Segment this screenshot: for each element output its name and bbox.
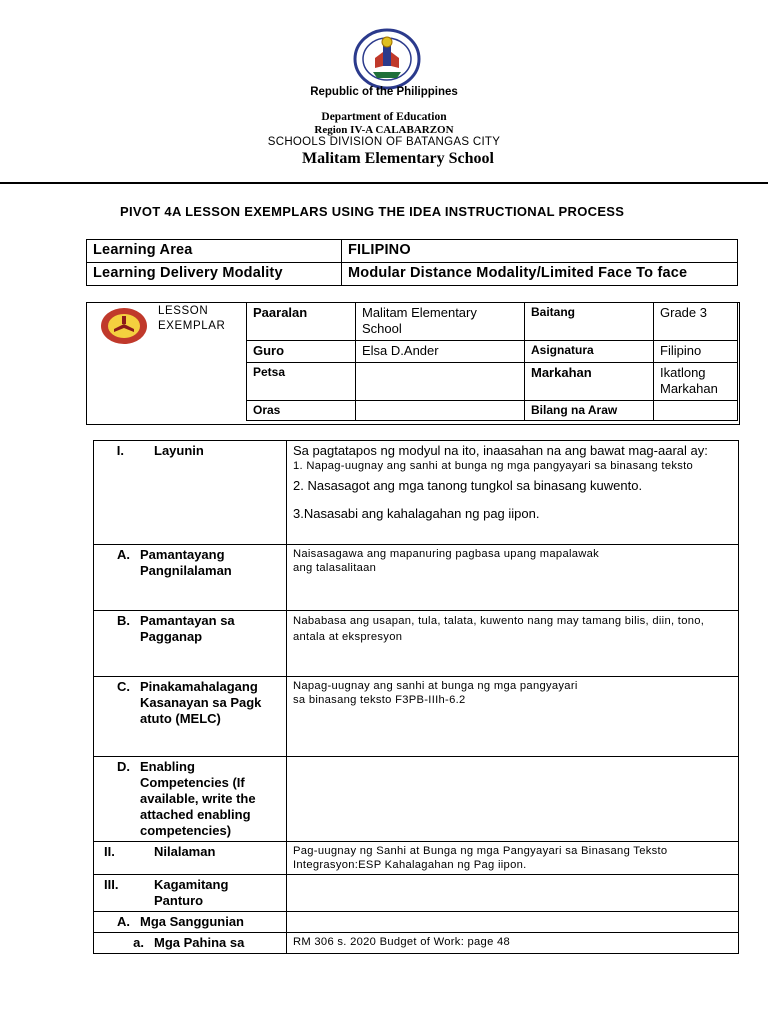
pamantayang-pangnilalaman-value-cell bbox=[287, 545, 739, 611]
markahan-value: Ikatlong Markahan bbox=[654, 363, 738, 401]
d-number: D. bbox=[117, 759, 130, 774]
republic-text: Republic of the Philippines bbox=[310, 86, 458, 98]
mga-sanggunian-cell bbox=[94, 912, 287, 933]
mga-pahina-cell bbox=[94, 933, 287, 954]
markahan-label: Markahan bbox=[525, 363, 654, 401]
nilalaman-value-cell bbox=[287, 842, 739, 875]
kagamitang-panturo-value bbox=[287, 875, 739, 912]
learning-area-label: Learning Area bbox=[87, 240, 342, 263]
pamantayan-sa-pagganap-cell bbox=[94, 611, 287, 677]
nilalaman-value-1: Pag-uugnay ng Sanhi at Bunga ng mga Pangyayari sa Binasang Tekstо bbox=[293, 845, 668, 857]
paaralan-label: Paaralan bbox=[247, 303, 356, 341]
layunin-item-2: 2. Nasasagot ang mga tanong tungkol sa binasang kuwento. bbox=[293, 478, 643, 493]
enabling-competencies-label: Enabling Competencies (If available, write the attached enabling competencies) bbox=[140, 759, 256, 838]
guro-value: Elsa D.Ander bbox=[356, 341, 525, 363]
paaralan-value: Malitam Elementary School bbox=[356, 303, 525, 341]
pamantayang-pangnilalaman-label: Pamantayang Pangnilalaman bbox=[140, 547, 232, 578]
oras-value bbox=[356, 401, 525, 421]
asignatura-label: Asignatura bbox=[525, 341, 654, 363]
sanggunian-number: A. bbox=[117, 914, 130, 929]
pamantayan-sa-pagganap-value-cell bbox=[287, 611, 739, 677]
mga-pahina-value-cell bbox=[287, 933, 739, 954]
kagamitang-panturo-cell bbox=[94, 875, 287, 912]
pamantayang-pangnilalaman-value-2: ang talasalitaan bbox=[293, 562, 377, 574]
kagamitang-panturo-label: Kagamitang Panturo bbox=[154, 877, 229, 908]
guro-label: Guro bbox=[247, 341, 356, 363]
bilang-na-araw-label: Bilang na Araw bbox=[525, 401, 654, 421]
document-title: PIVOT 4A LESSON EXEMPLARS USING THE IDEA INSTRUCTIONAL PROCESS bbox=[120, 204, 625, 219]
lesson-exemplar-label: LESSON EXEMPLAR bbox=[158, 305, 226, 332]
lesson-info-table bbox=[246, 302, 738, 421]
mga-sanggunian-value bbox=[287, 912, 739, 933]
bilang-na-araw-value bbox=[654, 401, 738, 421]
department-text: Department of Education bbox=[321, 111, 447, 123]
melc-value-1: Napag-uugnay ang sanhi at bunga ng mga pangyayari bbox=[293, 680, 578, 692]
nilalaman-label: Nilalaman bbox=[154, 844, 216, 859]
mga-pahina-label: Mga Pahina sa bbox=[154, 935, 245, 950]
lesson-plan-table bbox=[93, 440, 739, 954]
header-divider bbox=[0, 182, 768, 184]
learning-area-table bbox=[86, 239, 738, 286]
oras-label: Oras bbox=[247, 401, 356, 421]
layunin-value-cell bbox=[287, 441, 739, 545]
nilalaman-value-2: Integrasyon:ESP Kahalagahan ng Pag iipon. bbox=[293, 859, 527, 871]
division-text: SCHOOLS DIVISION OF BATANGAS CITY bbox=[267, 136, 501, 148]
learning-area-value: FILIPINO bbox=[342, 240, 738, 263]
ii-number: II. bbox=[104, 844, 115, 859]
layunin-intro: Sa pagtatapos ng modyul na ito, inaasahan na ang bawat mag-aaral ay: bbox=[293, 443, 708, 458]
modality-label: Learning Delivery Modality bbox=[87, 263, 342, 286]
a-number: A. bbox=[117, 547, 130, 562]
pamantayang-pangnilalaman-value-1: Naisasagawa ang mapanuring pagbasa upang mapalawak bbox=[293, 548, 600, 560]
iii-number: III. bbox=[104, 877, 119, 892]
mga-pahina-value: RM 306 s. 2020 Budget of Work: page 48 bbox=[293, 936, 511, 948]
deped-seal-logo bbox=[353, 28, 421, 90]
nilalaman-cell bbox=[94, 842, 287, 875]
melc-label: Pinakamahalagang Kasanayan sa Pagkatuto (MELC) bbox=[140, 679, 262, 726]
mga-sanggunian-label: Mga Sanggunian bbox=[140, 914, 244, 929]
enabling-competencies-cell bbox=[94, 757, 287, 842]
baitang-value: Grade 3 bbox=[654, 303, 738, 341]
layunin-cell bbox=[94, 441, 287, 545]
school-logo bbox=[100, 307, 148, 345]
layunin-label: Layunin bbox=[154, 443, 204, 458]
region-text: Region IV-A CALABARZON bbox=[314, 124, 454, 136]
school-name: Malitam Elementary School bbox=[302, 150, 494, 167]
b-number: B. bbox=[117, 613, 130, 628]
petsa-value bbox=[356, 363, 525, 401]
pamantayang-pangnilalaman-cell bbox=[94, 545, 287, 611]
asignatura-value: Filipino bbox=[654, 341, 738, 363]
layunin-number: I. bbox=[116, 443, 124, 458]
modality-value: Modular Distance Modality/Limited Face To face bbox=[342, 263, 738, 286]
layunin-item-1: 1. Napag-uugnay ang sanhi at bunga ng mga pangyayari sa binasang teksto bbox=[293, 460, 694, 472]
enabling-competencies-value bbox=[287, 757, 739, 842]
baitang-label: Baitang bbox=[525, 303, 654, 341]
melc-value-2: sa binasang teksto F3PB-IIIh-6.2 bbox=[293, 694, 466, 706]
pamantayan-sa-pagganap-value: Nababasa ang usapan, tula, talata, kuwento nang may tamang bilis, diin, tono, antala at ekspresyon bbox=[293, 615, 705, 643]
pahina-number: a. bbox=[133, 935, 144, 950]
petsa-label: Petsa bbox=[247, 363, 356, 401]
layunin-item-3: 3.Nasasabi ang kahalagahan ng pag iipon. bbox=[293, 506, 540, 521]
pamantayan-sa-pagganap-label: Pamantayan sa Pagganap bbox=[140, 613, 235, 644]
melc-value-cell bbox=[287, 677, 739, 757]
c-number: C. bbox=[117, 679, 130, 694]
melc-cell bbox=[94, 677, 287, 757]
